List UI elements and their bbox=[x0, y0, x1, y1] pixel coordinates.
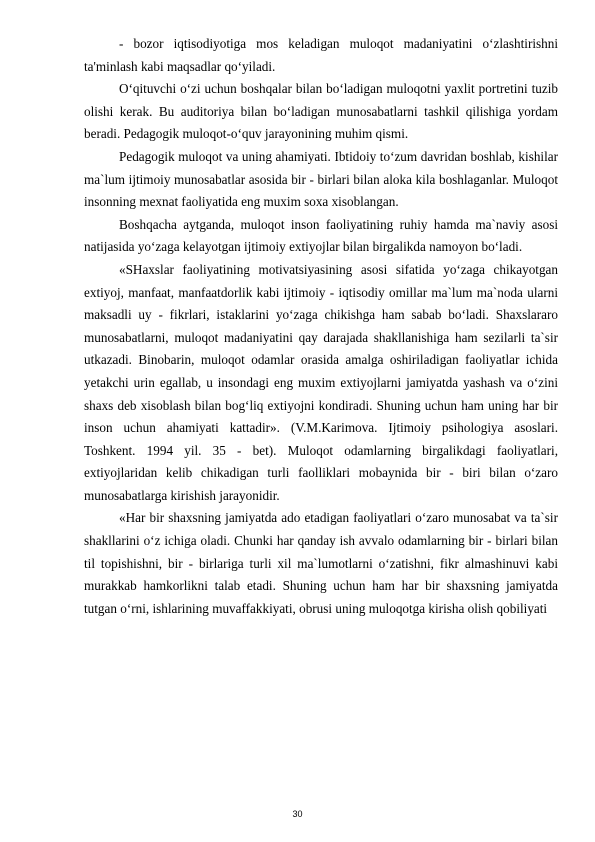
paragraph-6: «Har bir shaxsning jamiyatda ado etadigan faoliyatlari o‘zaro munosabat va ta`sir shakllarini o‘z ichiga oladi. Chunki har qanday ish avvalo odamlarning bir - birlari bilan til topishishni, bir - birlariga turli xil ma`lumotlarni o‘zatishni, fikr almashinuvi kabi murakkab hamkorlikni talab etadi. Shuning uchun ham har bir shaxsning jamiyatda tutgan o‘rni, ishlarining muvaffakkiyati, obrusi uning muloqotga kirisha olish qobiliyati bbox=[84, 510, 558, 616]
page-number: 30 bbox=[292, 809, 303, 819]
paragraph-1: - bozor iqtisodiyotiga mos keladigan muloqot madaniyatini o‘zlashtirishni ta'minlash kabi maqsadlar qo‘yiladi. bbox=[84, 36, 558, 74]
document-page bbox=[84, 33, 558, 620]
paragraph-5: «SHaxslar faoliyatining motivatsiyasining asosi sifatida yo‘zaga chikayotgan extiyoj, manfaat, manfaatdorlik kabi ijtimoiy - iqtisodiy omillar ma`lum ma`noda ularni maksadli uy - fikrlari, istaklarini yo‘zaga chikishga ham sabab bo‘ladi. Shaxslararo munosabatlarni, muloqot madaniyatini qay darajada shakllanishiga ham sezilarli ta`sir utkazadi. Binobarin, muloqot odamlar orasida amalga oshiriladigan faoliyatlar ichida yetakchi urin egallab, u insondagi eng muxim extiyojlarni jamiyatda yashash va o‘zini shaxs deb xisoblash bilan bog‘liq extiyojni kondiradi. Shuning uchun ham uning har bir inson uchun ahamiyati kattadir». (V.M.Karimova. Ijtimoiy psihologiya asoslari. Toshkent. 1994 yil. 35 - bet). Muloqot odamlarning birgalikdagi faoliyatlari, extiyojlaridan kelib chikadigan turli faolliklari mobaynida bir - biri bilan o‘zaro munosabatlarga kirishish jarayonidir. bbox=[84, 261, 558, 503]
paragraph-4: Boshqacha aytganda, muloqot inson faoliyatining ruhiy hamda ma`naviy asosi natijasida yo‘zaga kelayotgan ijtimoiy extiyojlar bilan birgalikda namoyon bo‘ladi. bbox=[84, 216, 558, 255]
paragraph-3: Pedagogik muloqot va uning ahamiyati. Ibtidoiy to‘zum davridan boshlab, kishilar ma`lum ijtimoiy munosabatlar asosida bir - birlari bilan aloka kila boshlaganlar. Muloqot insonning mexnat faoliyatida eng muxim soxa xisoblangan. bbox=[84, 148, 558, 210]
paragraph-2: O‘qituvchi o‘zi uchun boshqalar bilan bo‘ladigan muloqotni yaxlit portretini tuzib olishi kerak. Bu auditoriya bilan bo‘ladigan munosabatlarni tashkil qilishiga yordam beradi. Pedagogik muloqot-o‘quv jarayonining muhim qismi. bbox=[84, 81, 558, 142]
